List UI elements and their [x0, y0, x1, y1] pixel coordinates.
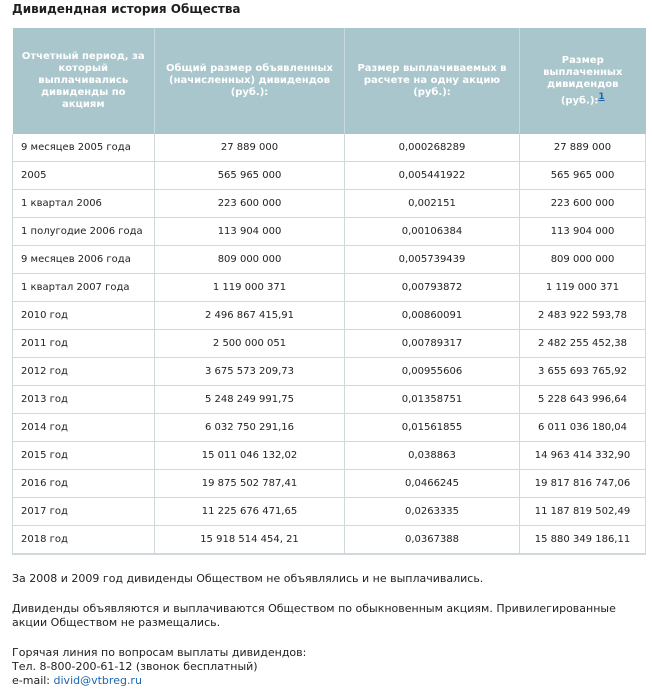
- cell-paid: 2 482 255 452,38: [520, 330, 646, 358]
- cell-per-share: 0,01561855: [345, 414, 520, 442]
- cell-paid: 27 889 000: [520, 134, 646, 162]
- cell-total-declared: 2 500 000 051: [155, 330, 345, 358]
- cell-paid: 565 965 000: [520, 162, 646, 190]
- cell-paid: 14 963 414 332,90: [520, 442, 646, 470]
- cell-paid: 113 904 000: [520, 218, 646, 246]
- cell-period: 1 квартал 2006: [13, 190, 155, 218]
- note-no-dividends: За 2008 и 2009 год дивиденды Обществом не объявлялись и не выплачивались.: [12, 572, 484, 585]
- cell-paid: 5 228 643 996,64: [520, 386, 646, 414]
- cell-period: 2011 год: [13, 330, 155, 358]
- cell-total-declared: 223 600 000: [155, 190, 345, 218]
- table-row: [13, 218, 646, 246]
- cell-period: 2015 год: [13, 442, 155, 470]
- cell-period: 2005: [13, 162, 155, 190]
- cell-total-declared: 3 675 573 209,73: [155, 358, 345, 386]
- table-row: [13, 134, 646, 162]
- cell-paid: 19 817 816 747,06: [520, 470, 646, 498]
- cell-per-share: 0,01358751: [345, 386, 520, 414]
- hotline-label: Горячая линия по вопросам выплаты дивидендов:: [12, 646, 307, 659]
- cell-period: 2014 год: [13, 414, 155, 442]
- table-row: [13, 498, 646, 526]
- hotline-phone: Тел. 8-800-200-61-12 (звонок бесплатный): [12, 660, 258, 673]
- table-row: [13, 274, 646, 302]
- dividend-table: [12, 28, 646, 555]
- header-paid: Размер выплаченных дивидендов (руб.):1: [520, 28, 646, 134]
- table-row: [13, 246, 646, 274]
- cell-paid: 6 011 036 180,04: [520, 414, 646, 442]
- cell-paid: 2 483 922 593,78: [520, 302, 646, 330]
- table-header-row: [13, 28, 646, 134]
- table-body: [13, 134, 646, 554]
- cell-per-share: 0,0466245: [345, 470, 520, 498]
- cell-total-declared: 565 965 000: [155, 162, 345, 190]
- table-row: [13, 302, 646, 330]
- table-row: [13, 358, 646, 386]
- cell-total-declared: 2 496 867 415,91: [155, 302, 345, 330]
- cell-per-share: 0,002151: [345, 190, 520, 218]
- cell-period: 2012 год: [13, 358, 155, 386]
- cell-period: 2016 год: [13, 470, 155, 498]
- email-label: e-mail:: [12, 674, 51, 687]
- cell-paid: 11 187 819 502,49: [520, 498, 646, 526]
- table-row: [13, 190, 646, 218]
- cell-per-share: 0,005441922: [345, 162, 520, 190]
- note-ordinary-shares: Дивиденды объявляются и выплачиваются Обществом по обыкновенным акциям. Привилегированные акции Обществом не размещались.: [12, 602, 616, 629]
- cell-total-declared: 6 032 750 291,16: [155, 414, 345, 442]
- table-row: [13, 162, 646, 190]
- cell-per-share: 0,005739439: [345, 246, 520, 274]
- cell-per-share: 0,00789317: [345, 330, 520, 358]
- cell-per-share: 0,000268289: [345, 134, 520, 162]
- cell-per-share: 0,0263335: [345, 498, 520, 526]
- cell-period: 1 полугодие 2006 года: [13, 218, 155, 246]
- cell-period: 1 квартал 2007 года: [13, 274, 155, 302]
- cell-period: 2017 год: [13, 498, 155, 526]
- cell-total-declared: 5 248 249 991,75: [155, 386, 345, 414]
- cell-paid: 809 000 000: [520, 246, 646, 274]
- cell-period: 2018 год: [13, 526, 155, 555]
- cell-period: 2013 год: [13, 386, 155, 414]
- cell-paid: 15 880 349 186,11: [520, 526, 646, 555]
- email-link[interactable]: divid@vtbreg.ru: [53, 674, 142, 687]
- table-row: [13, 386, 646, 414]
- table-row: [13, 526, 646, 555]
- cell-paid: 223 600 000: [520, 190, 646, 218]
- cell-per-share: 0,0367388: [345, 526, 520, 555]
- header-total-declared: Общий размер объявленных (начисленных) дивидендов (руб.):: [155, 28, 345, 134]
- table-row: [13, 414, 646, 442]
- cell-total-declared: 809 000 000: [155, 246, 345, 274]
- cell-per-share: 0,00860091: [345, 302, 520, 330]
- table-row: [13, 442, 646, 470]
- cell-total-declared: 15 011 046 132,02: [155, 442, 345, 470]
- cell-total-declared: 11 225 676 471,65: [155, 498, 345, 526]
- cell-per-share: 0,00106384: [345, 218, 520, 246]
- cell-total-declared: 113 904 000: [155, 218, 345, 246]
- cell-per-share: 0,00955606: [345, 358, 520, 386]
- cell-total-declared: 27 889 000: [155, 134, 345, 162]
- cell-per-share: 0,038863: [345, 442, 520, 470]
- cell-paid: 1 119 000 371: [520, 274, 646, 302]
- cell-period: 2010 год: [13, 302, 155, 330]
- cell-total-declared: 1 119 000 371: [155, 274, 345, 302]
- cell-period: 9 месяцев 2006 года: [13, 246, 155, 274]
- footnote-link[interactable]: 1: [598, 91, 605, 102]
- cell-total-declared: 15 918 514 454, 21: [155, 526, 345, 555]
- cell-paid: 3 655 693 765,92: [520, 358, 646, 386]
- header-per-share: Размер выплачиваемых в расчете на одну акцию (руб.):: [345, 28, 520, 134]
- hotline-email-line: [12, 674, 306, 688]
- cell-per-share: 0,00793872: [345, 274, 520, 302]
- table-row: [13, 330, 646, 358]
- page-title: Дивидендная история Общества: [12, 2, 241, 16]
- table-row: [13, 470, 646, 498]
- hotline-block: [12, 646, 306, 688]
- cell-total-declared: 19 875 502 787,41: [155, 470, 345, 498]
- cell-period: 9 месяцев 2005 года: [13, 134, 155, 162]
- header-period: Отчетный период, за который выплачивались дивиденды по акциям: [13, 28, 155, 134]
